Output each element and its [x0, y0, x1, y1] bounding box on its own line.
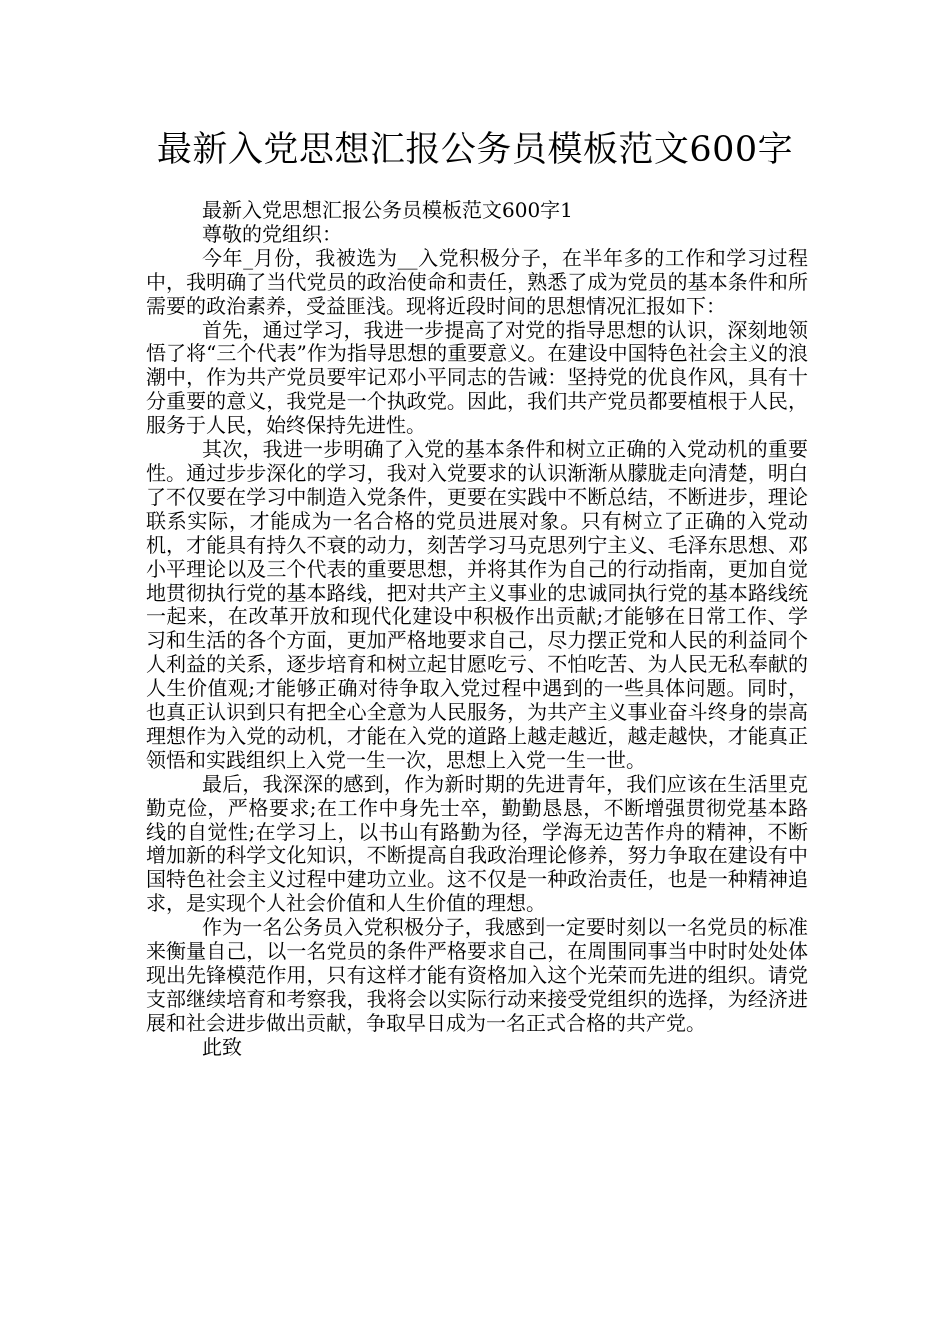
salutation: 尊敬的党组织：	[202, 221, 342, 246]
document-body	[146, 199, 808, 1060]
document-subtitle: 最新入党思想汇报公务员模板范文600字1	[202, 198, 573, 222]
paragraph-second: 其次，我进一步明确了入党的基本条件和树立正确的入党动机的重要性。通过步步深化的学习，我对入党要求的认识渐渐从朦胧走向清楚，明白了不仅要在学习中制造入党条件，更要在实践中不断总结，不断进步，理论联系实际，才能成为一名合格的党员进展对象。只有树立了正确的入党动机，才能具有持久不衰的动力，刻苦学习马克思列宁主义、毛泽东思想、邓小平理论以及三个代表的重要思想，并将其作为自己的行动指南，更加自觉地贯彻执行党的基本路线，把对共产主义事业的忠诚同执行党的基本路线统一起来，在改革开放和现代化建设中积极作出贡献;才能够在日常工作、学习和生活的各个方面，更加严格地要求自己，尽力摆正党和人民的利益同个人利益的关系，逐步培育和树立起甘愿吃亏、不怕吃苦、为人民无私奉献的人生价值观;才能够正确对待争取入党过程中遇到的一些具体问题。同时，也真正认识到只有把全心全意为人民服务，为共产主义事业奋斗终身的崇高理想作为入党的动机，才能在入党的道路上越走越近，越走越快，才能真正领悟和实践组织上入党一生一次，思想上入党一生一世。	[146, 437, 808, 772]
paragraph-first: 首先，通过学习，我进一步提高了对党的指导思想的认识，深刻地领悟了将“三个代表”作为指导思想的重要意义。在建设中国特色社会主义的浪潮中，作为共产党员要牢记邓小平同志的告诫：坚持党的优良作风，具有十分重要的意义，我党是一个执政党。因此，我们共产党员都要植根于人民，服务于人民，始终保持先进性。	[146, 317, 808, 438]
closing: 此致	[202, 1034, 242, 1059]
paragraph-intro: 今年_月份，我被选为__入党积极分子，在半年多的工作和学习过程中，我明确了当代党员的政治使命和责任，熟悉了成为党员的基本条件和所需要的政治素养，受益匪浅。现将近段时间的思想情况汇报如下：	[146, 245, 808, 318]
document-title: 最新入党思想汇报公务员模板范文600字	[156, 130, 794, 170]
paragraph-last: 最后，我深深的感到，作为新时期的先进青年，我们应该在生活里克勤克俭，严格要求;在工作中身先士卒，勤勤恳恳，不断增强贯彻党基本路线的自觉性;在学习上，以书山有路勤为径，学海无边苦作舟的精神，不断增加新的科学文化知识，不断提高自我政治理论修养，努力争取在建设有中国特色社会主义过程中建功立业。这不仅是一种政治责任，也是一种精神追求，是实现个人社会价值和人生价值的理想。	[146, 771, 808, 916]
paragraph-commitment: 作为一名公务员入党积极分子，我感到一定要时刻以一名党员的标准来衡量自己，以一名党员的条件严格要求自己，在周围同事当中时时处处体现出先锋模范作用，只有这样才能有资格加入这个光荣而先进的组织。请党支部继续培育和考察我，我将会以实际行动来接受党组织的选择，为经济进展和社会进步做出贡献，争取早日成为一名正式合格的共产党。	[146, 915, 808, 1035]
